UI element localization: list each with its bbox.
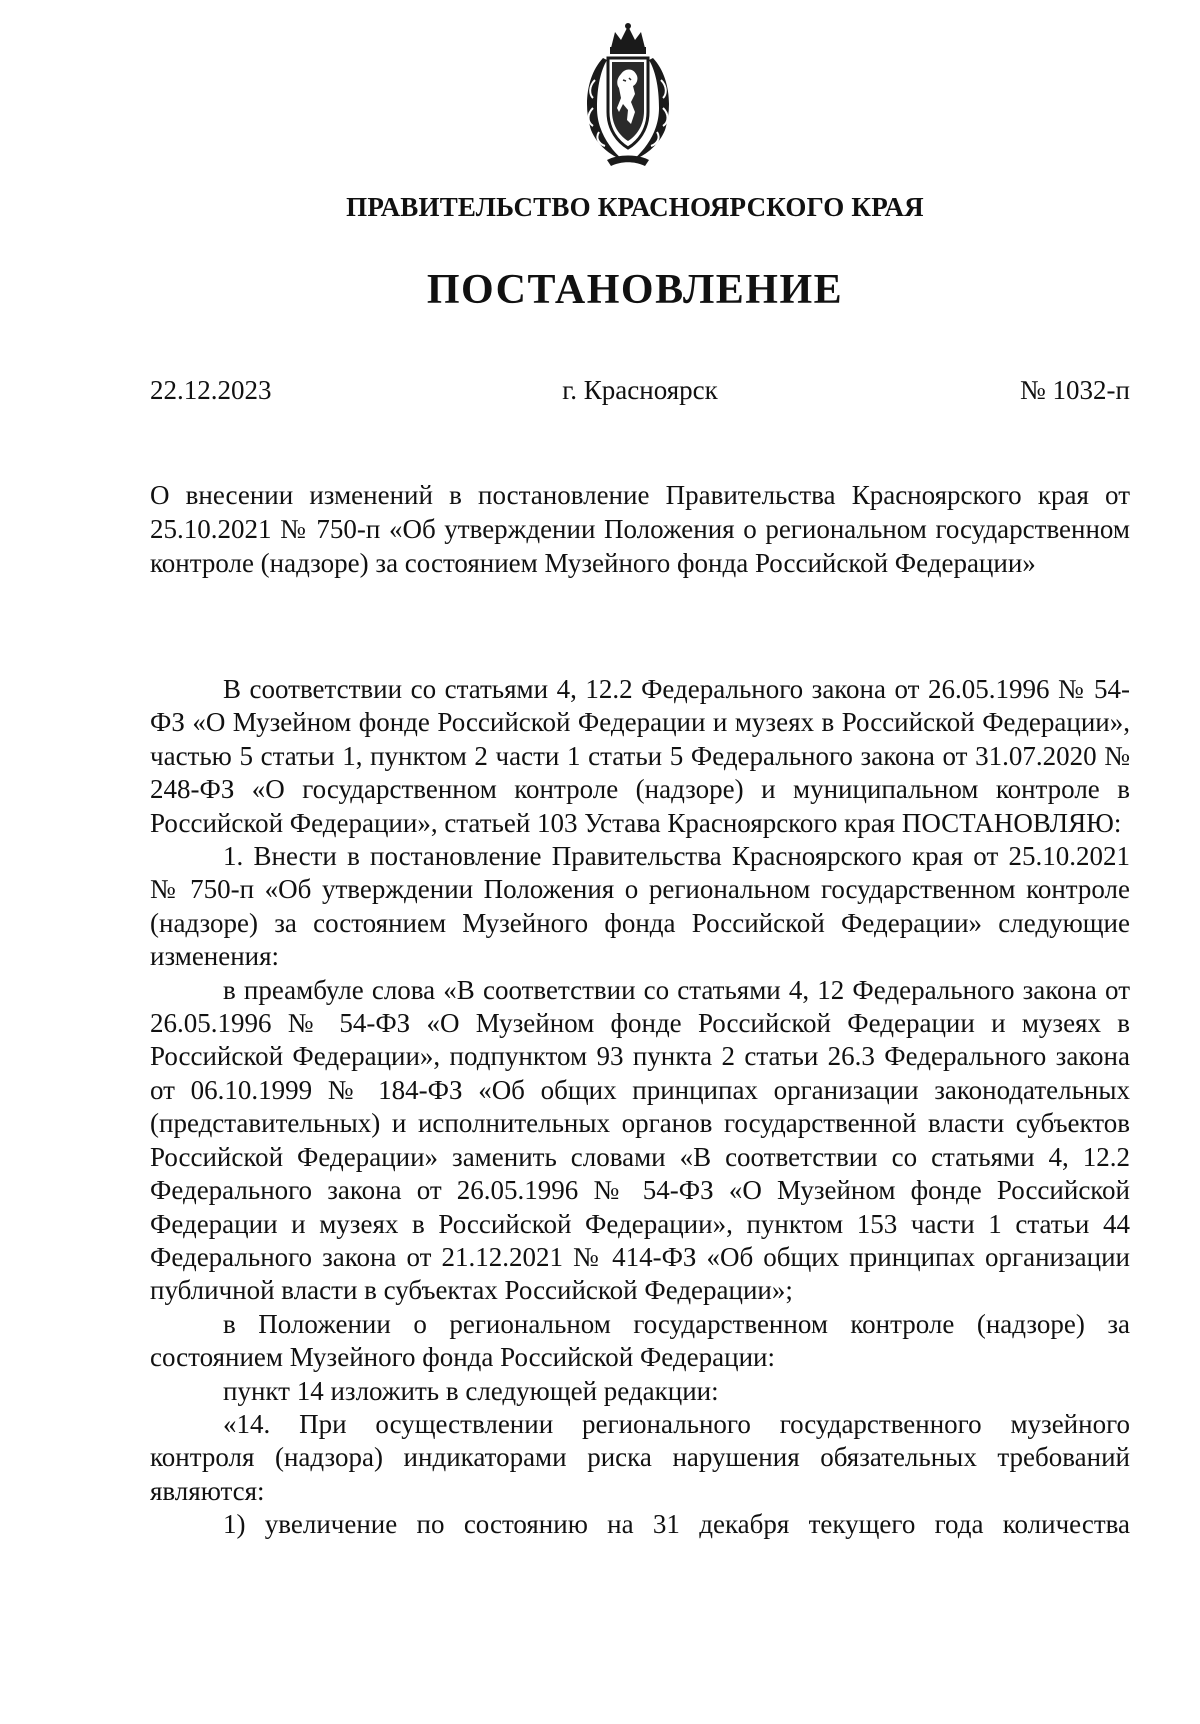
body-paragraph-point-14-text: «14. При осуществлении регионального государственного музейного контроля (надзора) индикаторами риска нарушения обязательных требований являются: — [150, 1408, 1130, 1506]
body-paragraph-regulation: в Положении о региональном государственном контроле (надзоре) за состоянием Музейного фонда Российской Федерации: — [150, 1308, 1130, 1373]
document-meta-row — [150, 375, 1130, 415]
krasnoyarsk-coat-of-arms-icon — [573, 20, 683, 170]
body-paragraph-preamble: В соответствии со статьями 4, 12.2 Федерального закона от 26.05.1996 № 54-ФЗ «О Музейном фонде Российской Федерации и музеях в Российской Федерации», частью 5 статьи 1, пунктом 2 части 1 статьи 5 Федерального закона от 31.07.2020 № 248-ФЗ «О государственном контроле (надзоре) и муниципальном контроле в Российской Федерации», статьей 103 Устава Красноярского края ПОСТАНОВЛЯЮ: — [150, 674, 1130, 838]
body-paragraph-point-14: пункт 14 изложить в следующей редакции: — [223, 1375, 719, 1406]
organization-title: ПРАВИТЕЛЬСТВО КРАСНОЯРСКОГО КРАЯ — [346, 192, 924, 222]
document-type-heading: ПОСТАНОВЛЕНИЕ — [426, 267, 844, 313]
document-number: № 1032-п — [1020, 375, 1130, 405]
document-city: г. Красноярск — [562, 375, 718, 405]
document-subject: О внесении изменений в постановление Правительства Красноярского края от 25.10.2021 № 750-п «Об утверждении Положения о региональном государственном контроле (надзоре) за состоянием Музейного фонда Российской Федерации» — [150, 480, 1130, 578]
body-paragraph-preamble-change: в преамбуле слова «В соответствии со статьями 4, 12 Федерального закона от 26.05.1996 № 54-ФЗ «О Музейном фонде Российской Федерации и музеях в Российской Федерации», подпунктом 93 пункта 2 статьи 26.3 Федерального закона от 06.10.1999 № 184-ФЗ «Об общих принципах организации законодательных (представительных) и исполнительных органов государственной власти субъектов Российской Федерации» заменить словами «В соответствии со статьями 4, 12.2 Федерального закона от 26.05.1996 № 54-ФЗ «О Музейном фонде Российской Федерации и музеях в Российской Федерации», пунктом 153 части 1 статьи 44 Федерального закона от 21.12.2021 № 414-ФЗ «Об общих принципах организации публичной власти в субъектах Российской Федерации»; — [150, 974, 1130, 1306]
document-date: 22.12.2023 — [150, 375, 272, 405]
body-paragraph-subpoint-1: 1) увеличение по состоянию на 31 декабря текущего года количества — [223, 1509, 1130, 1540]
body-paragraph-item-1: 1. Внести в постановление Правительства Красноярского края от 25.10.2021 № 750-п «Об утверждении Положения о региональном государственном контроле (надзоре) за состоянием Музейного фонда Российской Федерации» следующие изменения: — [150, 841, 1130, 972]
document-body — [150, 673, 1130, 1542]
